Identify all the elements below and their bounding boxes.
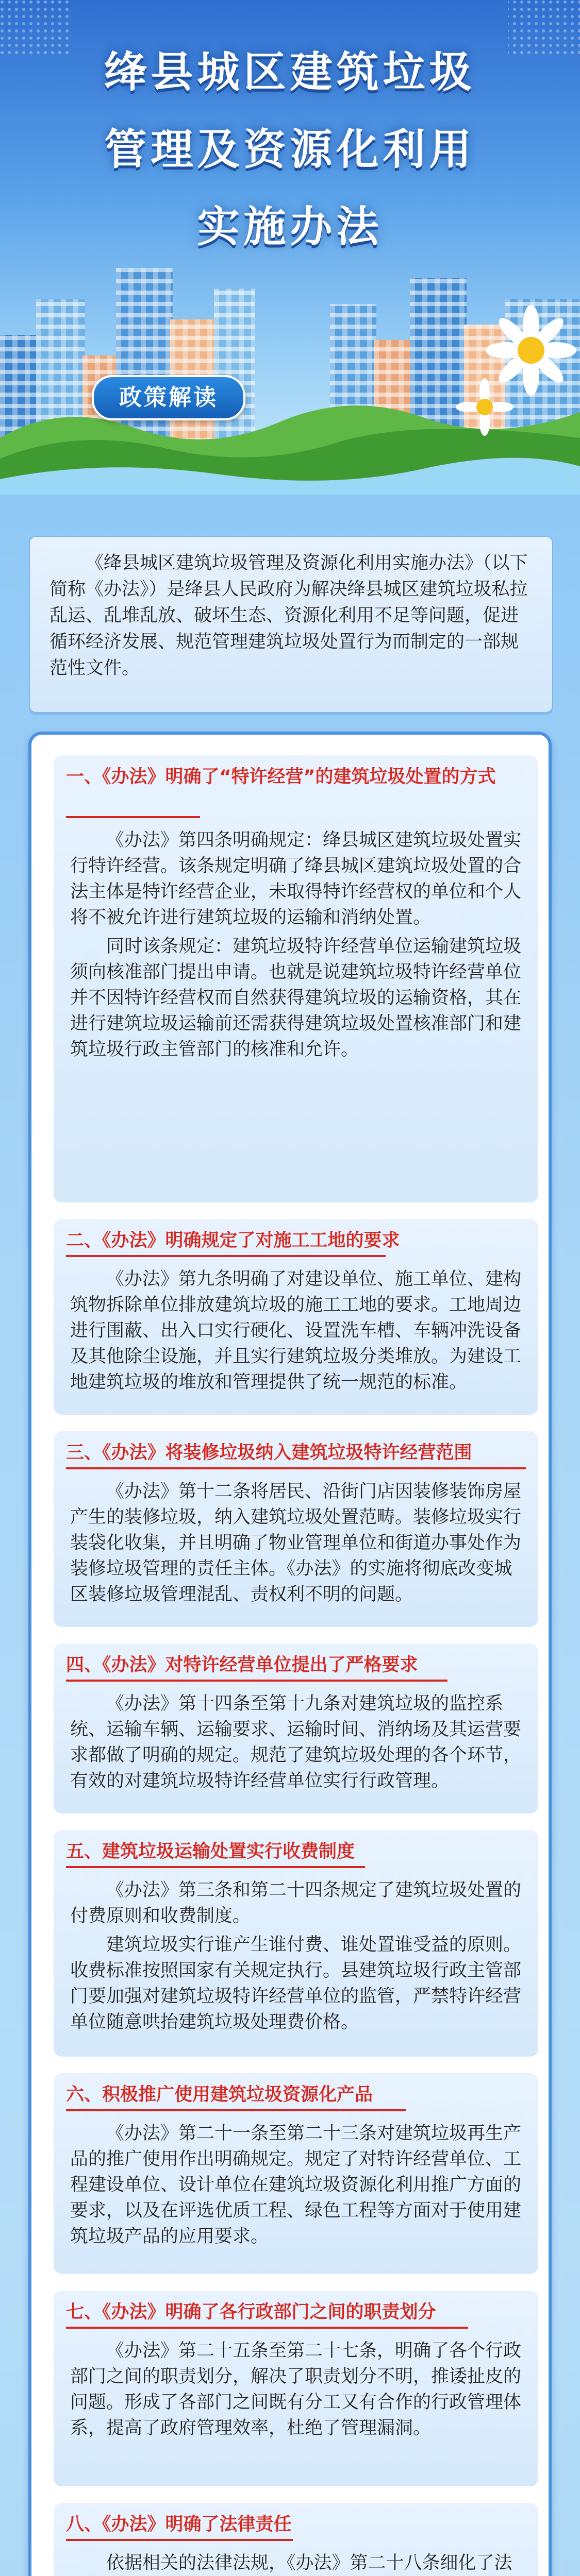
section-5-paragraph-1: 《办法》第三条和第二十四条规定了建筑垃圾处置的付费原则和收费制度。	[70, 1880, 522, 1926]
header-banner	[0, 0, 580, 495]
section-5-title: 五、建筑垃圾运输处置实行收费制度	[66, 1841, 355, 1862]
section-7-title: 七、《办法》明确了各行政部门之间的职责划分	[66, 2302, 436, 2323]
intro-box	[29, 536, 553, 713]
section-6-paragraph-1: 《办法》第二十一条至第二十三条对建筑垃圾再生产品的推广使用作出明确规定。规定了对特许经营单位、工程建设单位、设计单位在建筑垃圾资源化利用推广方面的要求，以及在评选优质工程、绿色工程等方面对于使用建筑垃圾产品的应用要求。	[70, 2123, 522, 2247]
daisy-flowers-icon	[454, 289, 580, 459]
section-1-paragraph-2: 同时该条规定：建筑垃圾特许经营单位运输建筑垃圾须向核准部门提出申请。也就是说建筑垃圾特许经营单位并不因特许经营权而自然获得建筑垃圾的运输资格，其在进行建筑垃圾运输前还需获得建筑垃圾处置核准部门和建筑垃圾行政主管部门的核准和允许。	[70, 936, 522, 1060]
section-8-paragraph-1: 依据相关的法律法规，《办法》第二十八条细化了法	[106, 2553, 512, 2573]
section-8-underline	[66, 2539, 293, 2541]
section-8-heading	[66, 2512, 526, 2537]
section-8	[54, 2503, 538, 2576]
section-4-title: 四、《办法》对特许经营单位提出了严格要求	[66, 1655, 418, 1675]
section-1-heading	[66, 765, 526, 789]
section-6-underline	[66, 2109, 406, 2111]
section-7-underline	[66, 2327, 468, 2329]
section-6-heading	[66, 2082, 526, 2107]
section-7-heading	[66, 2300, 526, 2325]
section-8-title: 八、《办法》明确了法律责任	[66, 2514, 292, 2535]
section-2	[54, 1219, 538, 1415]
header-title-line-1: 绛县城区建筑垃圾	[104, 48, 476, 97]
section-6-title: 六、积极推广使用建筑垃圾资源化产品	[66, 2084, 373, 2105]
section-5-heading	[66, 1839, 526, 1864]
section-4-heading	[66, 1653, 526, 1677]
section-3-underline	[66, 1467, 526, 1469]
intro-text: 《绛县城区建筑垃圾管理及资源化利用实施办法》（以下简称《办法》）是绛县人民政府为解决绛县城区建筑垃圾私拉乱运、乱堆乱放、破坏生态、资源化利用不足等问题，促进循环经济发展、规范管理建筑垃圾处置行为而制定的一部规范性文件。	[49, 553, 528, 679]
section-2-underline	[66, 1255, 386, 1257]
section-4-underline	[66, 1680, 448, 1682]
section-3	[54, 1431, 538, 1627]
section-5	[54, 1830, 538, 2057]
section-5-paragraph-2: 建筑垃圾实行谁产生谁付费、谁处置谁受益的原则。收费标准按照国家有关规定执行。县建筑垃圾行政主管部门要加强对建筑垃圾特许经营单位的监管，严禁特许经营单位随意哄抬建筑垃圾处理费价格。	[70, 1935, 522, 2032]
header-title-line-2: 管理及资源化利用	[104, 125, 476, 174]
section-1	[54, 755, 538, 1202]
section-4-paragraph-1: 《办法》第十四条至第十九条对建筑垃圾的监控系统、运输车辆、运输要求、运输时间、消纳场及其运营要求都做了明确的规定。规范了建筑垃圾处理的各个环节，有效的对建筑垃圾特许经营单位实行行政管理。	[70, 1693, 522, 1791]
section-2-heading	[66, 1228, 526, 1253]
section-1-title: 一、《办法》明确了“特许经营”的建筑垃圾处置的方式	[66, 767, 496, 787]
section-2-title: 二、《办法》明确规定了对施工工地的要求	[66, 1230, 400, 1251]
section-2-paragraph-1: 《办法》第九条明确了对建设单位、施工单位、建构筑物拆除单位排放建筑垃圾的施工工地的要求。工地周边进行围蔽、出入口实行硬化、设置洗车槽、车辆冲洗设备及其他除尘设施，并且实行建筑垃圾分类堆放。为建设工地建筑垃圾的堆放和管理提供了统一规范的标准。	[70, 1269, 522, 1393]
policy-interpretation-ribbon: 政策解读	[92, 375, 245, 420]
section-1-underline	[66, 816, 200, 818]
header-title-line-3: 实施办法	[197, 202, 383, 251]
section-4	[54, 1643, 538, 1814]
section-3-title: 三、《办法》将装修垃圾纳入建筑垃圾特许经营范围	[66, 1443, 472, 1463]
section-1-paragraph-1: 《办法》第四条明确规定：绛县城区建筑垃圾处置实行特许经营。该条规定明确了绛县城区建筑垃圾处置的合法主体是特许经营企业，未取得特许经营权的单位和个人将不被允许进行建筑垃圾的运输和消纳处置。	[70, 830, 522, 928]
section-5-underline	[66, 1866, 365, 1868]
main-content-panel	[28, 732, 552, 2576]
section-6	[54, 2073, 538, 2274]
section-7-paragraph-1: 《办法》第二十五条至第二十七条，明确了各个行政部门之间的职责划分，解决了职责划分不明，推诿扯皮的问题。形成了各部门之间既有分工又有合作的行政管理体系，提高了政府管理效率，杜绝了管理漏洞。	[70, 2341, 522, 2438]
section-7	[54, 2291, 538, 2486]
section-3-heading	[66, 1440, 526, 1465]
section-3-paragraph-1: 《办法》第十二条将居民、沿街门店因装修装饰房屋产生的装修垃圾，纳入建筑垃圾处置范畴。装修垃圾实行装袋化收集，并且明确了物业管理单位和街道办事处作为装修垃圾管理的责任主体。《办法》的实施将彻底改变城区装修垃圾管理混乱、责权利不明的问题。	[70, 1481, 522, 1605]
